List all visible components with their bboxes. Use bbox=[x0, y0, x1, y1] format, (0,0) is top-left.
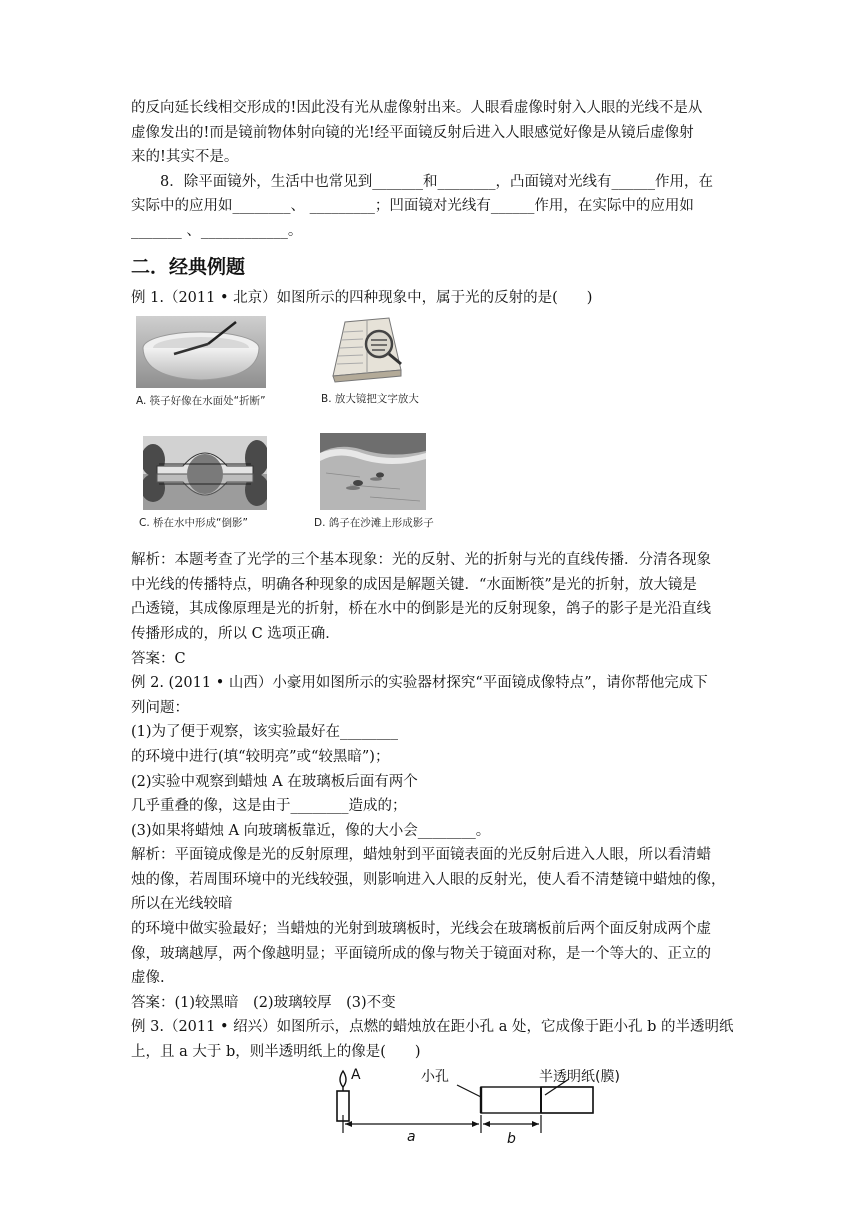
text-line: 的反向延长线相交形成的!因此没有光从虚像射出来。人眼看虚像时射入人眼的光线不是从 bbox=[131, 100, 703, 116]
text-line: 列问题： bbox=[131, 699, 189, 716]
text-line: 上，且 a 大于 b，则半透明纸上的像是( ) bbox=[131, 1044, 421, 1061]
text-line: 解析：本题考查了光学的三个基本现象：光的反射、光的折射与光的直线传播．分清各现象 bbox=[131, 552, 711, 569]
example-2-answer: 答案：(1)较黑暗 (2)玻璃较厚 (3)不变 bbox=[131, 994, 396, 1011]
text-line: 传播形成的，所以 C 选项正确． bbox=[131, 625, 340, 642]
question-8 bbox=[131, 170, 743, 244]
figure-c bbox=[139, 436, 267, 530]
figure-b-caption: B. 放大镜把文字放大 bbox=[321, 393, 419, 406]
screen-label: 半透明纸(膜) bbox=[539, 1068, 620, 1085]
text-line: 的环境中进行(填“较明亮”或“较黑暗”)； bbox=[131, 748, 390, 765]
example-1-figures bbox=[131, 312, 743, 544]
document-page bbox=[131, 96, 743, 1145]
text-line: 凸透镜，其成像原理是光的折射，桥在水中的倒影是光的反射现象，鸽子的影子是光沿直线 bbox=[131, 601, 711, 618]
text-line: 烛的像，若周围环境中的光线较强，则影响进入人眼的反射光，使人看不清楚镜中蜡烛的像， bbox=[131, 871, 726, 888]
text-line: (1)为了便于观察，该实验最好在________ bbox=[131, 724, 399, 741]
magnifier-book-photo bbox=[327, 314, 407, 386]
intro-paragraph bbox=[131, 96, 743, 170]
distance-b-label: b bbox=[507, 1130, 516, 1147]
text-line: 所以在光线较暗 bbox=[131, 896, 233, 913]
text-line: (2)实验中观察到蜡烛 A 在玻璃板后面有两个 bbox=[131, 773, 418, 790]
example-1-analysis bbox=[131, 548, 743, 646]
example-1-question: 例 1.（2011 • 北京）如图所示的四种现象中，属于光的反射的是( ) bbox=[131, 289, 593, 306]
chopstick-bowl-photo bbox=[136, 316, 266, 388]
text-line: _______ 、____________。 bbox=[131, 222, 303, 239]
text-line: 实际中的应用如________、 _________；凹面镜对光线有______作用，在实际中的应用如 bbox=[131, 198, 694, 215]
pinhole-diagram bbox=[131, 1067, 743, 1145]
example-2 bbox=[131, 671, 743, 991]
figure-d-caption: D. 鸽子在沙滩上形成影子 bbox=[314, 517, 434, 530]
text-line: 虚像. bbox=[131, 970, 165, 987]
figure-b bbox=[321, 314, 419, 406]
section-title: 二．经典例题 bbox=[131, 255, 246, 278]
text-line: 几乎重叠的像，这是由于________造成的； bbox=[131, 798, 407, 815]
text-line: 虚像发出的!而是镜前物体射向镜的光!经平面镜反射后进入人眼感觉好像是从镜后虚像射 bbox=[131, 124, 694, 141]
text-line: 例 3.（2011 • 绍兴）如图所示，点燃的蜡烛放在距小孔 a 处，它成像于距小孔 b 的半透明纸 bbox=[131, 1019, 734, 1036]
candle-label: A bbox=[351, 1066, 361, 1083]
text-line: 的环境中做实验最好；当蜡烛的光射到玻璃板时，光线会在玻璃板前后两个面反射成两个虚 bbox=[131, 921, 711, 938]
text-line: 来的!其实不是。 bbox=[131, 149, 239, 166]
pinhole-label: 小孔 bbox=[421, 1068, 449, 1085]
text-line: 解析：平面镜成像是光的反射原理，蜡烛射到平面镜表面的光反射后进入人眼，所以看清蜡 bbox=[131, 847, 711, 864]
bridge-reflection-photo bbox=[143, 436, 267, 510]
text-line: 例 2. (2011 • 山西）小豪用如图所示的实验器材探究“平面镜成像特点”，请你帮他完成下 bbox=[131, 675, 708, 692]
pigeon-beach-photo bbox=[320, 433, 426, 510]
text-line: 中光线的传播特点，明确各种现象的成因是解题关键．“水面断筷”是光的折射，放大镜是 bbox=[131, 576, 697, 593]
example-1-answer: 答案：C bbox=[131, 650, 186, 667]
text-line: (3)如果将蜡烛 A 向玻璃板靠近，像的大小会________。 bbox=[131, 822, 491, 839]
figure-a bbox=[136, 316, 266, 408]
text-line: 像，玻璃越厚，两个像越明显；平面镜所成的像与物关于镜面对称，是一个等大的、正立的 bbox=[131, 945, 711, 962]
example-3 bbox=[131, 1015, 743, 1064]
figure-a-caption: A. 筷子好像在水面处“折断” bbox=[136, 395, 266, 408]
distance-a-label: a bbox=[407, 1128, 416, 1145]
figure-c-caption: C. 桥在水中形成“倒影” bbox=[139, 517, 248, 530]
figure-d bbox=[314, 433, 434, 530]
text-line: 8．除平面镜外，生活中也常见到_______和________，凸面镜对光线有______作用，在 bbox=[160, 173, 713, 190]
